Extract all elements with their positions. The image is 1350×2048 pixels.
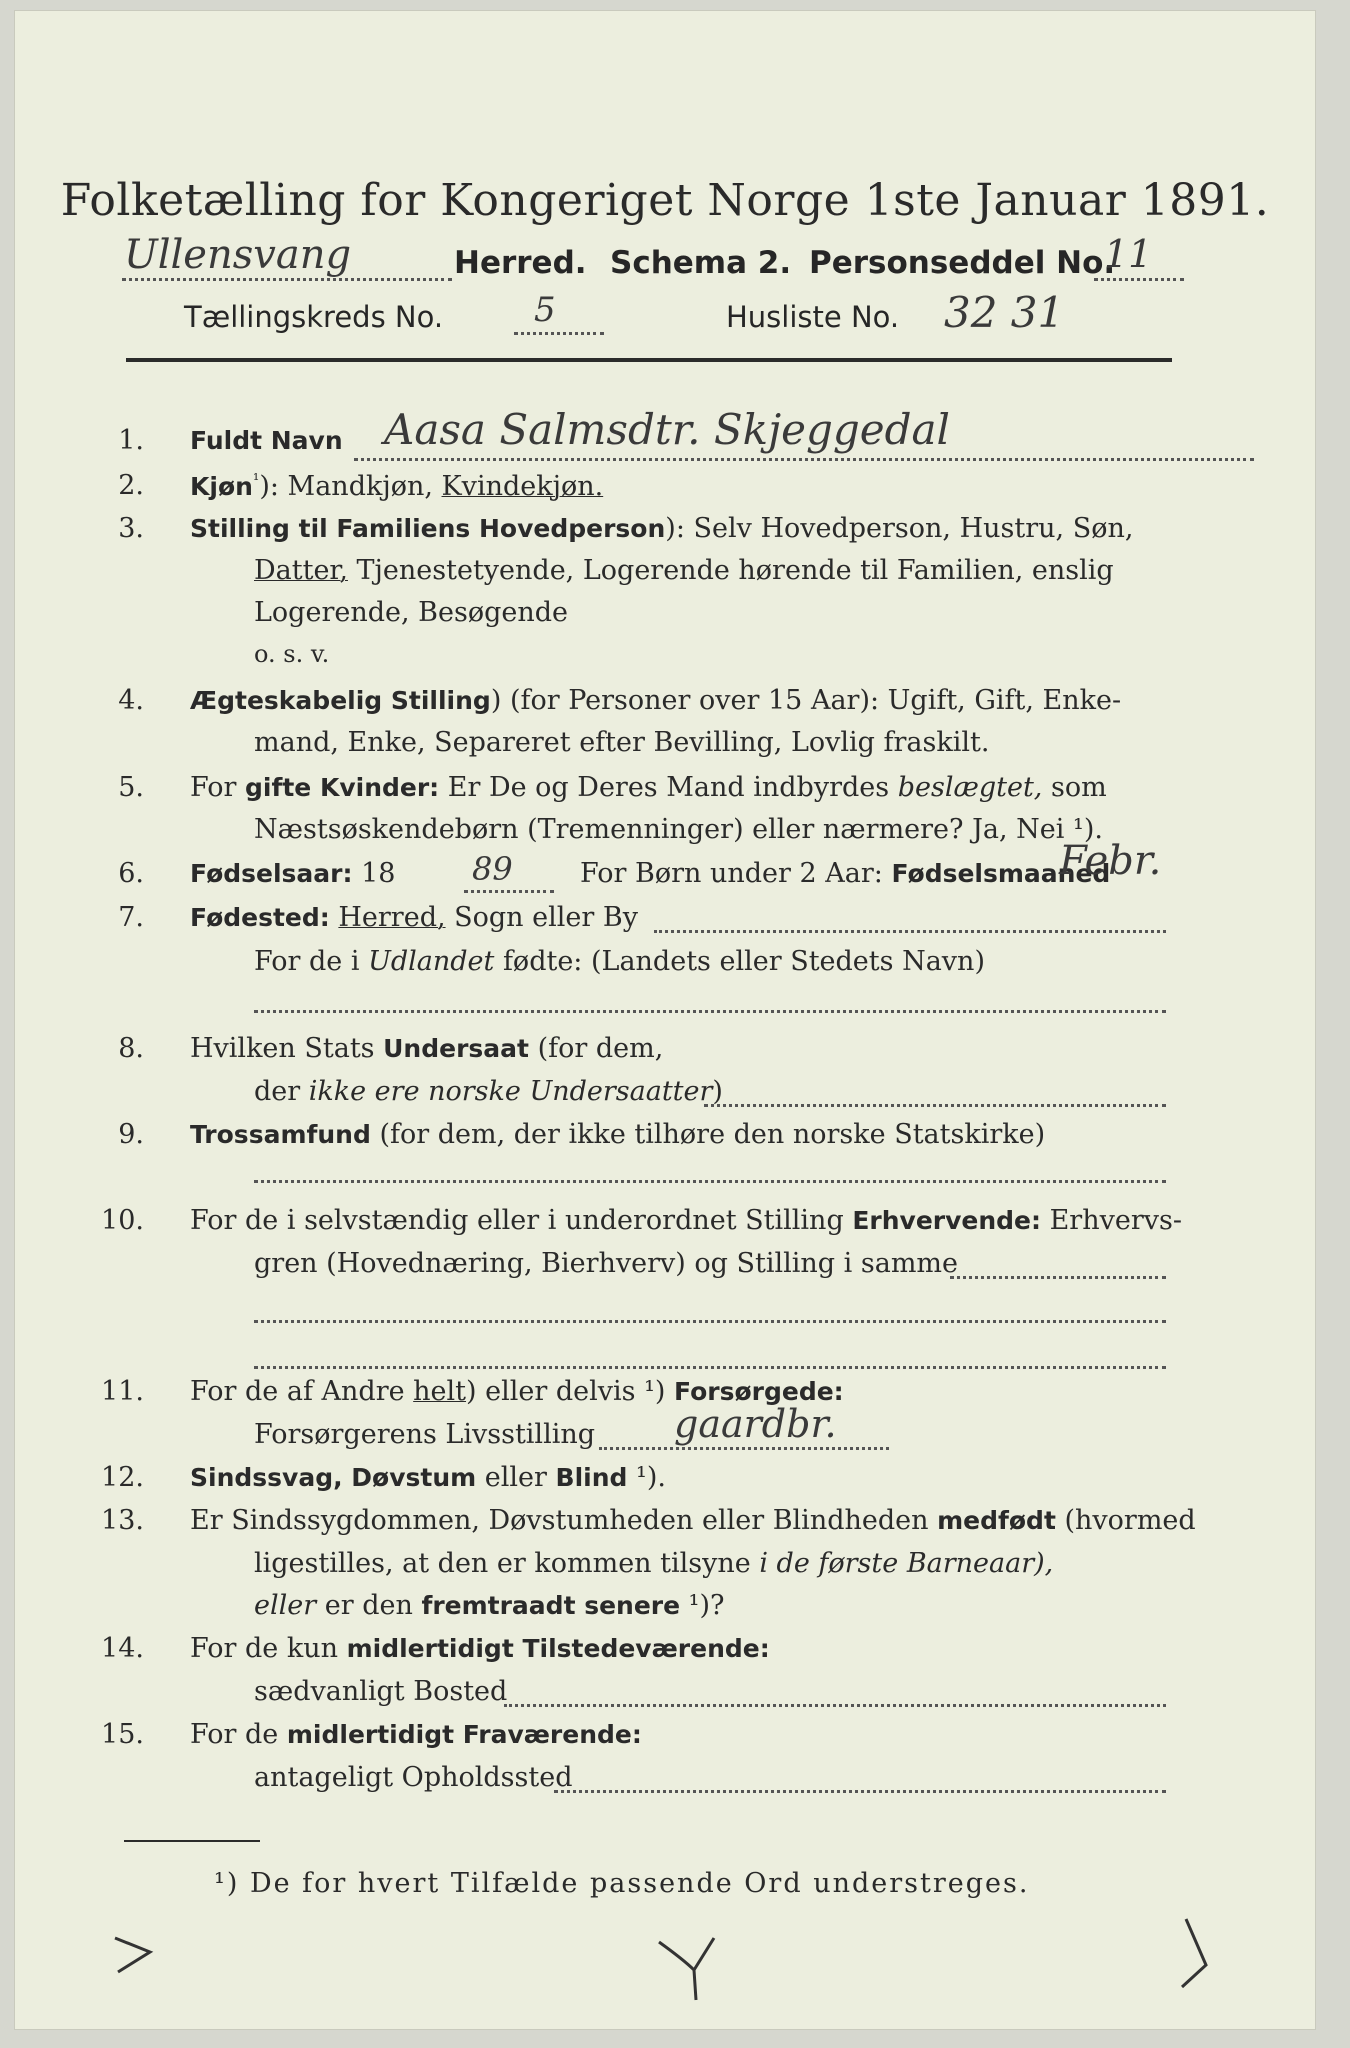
item-2-number: 2. bbox=[118, 470, 144, 501]
herred-handwritten: Ullensvang bbox=[124, 232, 352, 278]
birth-year-value: 89 bbox=[472, 850, 513, 888]
item-10-text-a: For de i selvstændig eller i underordnet Stilling bbox=[190, 1205, 853, 1236]
item-1-number: 1. bbox=[118, 425, 144, 456]
item-9-number: 9. bbox=[118, 1119, 144, 1150]
item-5-label: gifte Kvinder: bbox=[245, 773, 440, 802]
item-14-number: 14. bbox=[101, 1633, 144, 1664]
residence-dotline bbox=[504, 1704, 1166, 1707]
header-rule bbox=[126, 358, 1172, 362]
item-14-line2: sædvanligt Bosted bbox=[254, 1676, 508, 1707]
provider-dotline bbox=[599, 1447, 889, 1450]
item-2-sup: ¹ bbox=[252, 470, 260, 489]
item-13-text-a: Er Sindssygdommen, Døvstumheden eller Blindheden bbox=[190, 1505, 938, 1536]
item-13-line2-a: ligestilles, at den er kommen tilsyne bbox=[254, 1548, 760, 1579]
census-form-page bbox=[14, 10, 1316, 2030]
item-8-number: 8. bbox=[118, 1033, 144, 1064]
item-7-number: 7. bbox=[118, 902, 144, 933]
item-3-number: 3. bbox=[118, 513, 144, 544]
item-2-label: Kjøn bbox=[190, 472, 253, 501]
item-12-label2: Blind bbox=[555, 1463, 628, 1492]
item-5-text-b: som bbox=[1042, 772, 1107, 803]
item-13-line3-b: ¹)? bbox=[680, 1590, 725, 1621]
item-14-text-a: For de kun bbox=[190, 1633, 347, 1664]
item-15-line2: antageligt Opholdssted bbox=[254, 1762, 573, 1793]
item-6-label: Fødselsaar: bbox=[190, 859, 353, 888]
item-12-mid: eller bbox=[476, 1462, 556, 1493]
item-6-label2: Fødselsmaaned bbox=[891, 859, 1111, 888]
personseddel-dotline bbox=[1094, 278, 1184, 281]
item-5-text-a: Er De og Deres Mand indbyrdes bbox=[439, 772, 898, 803]
item-7-line2-a: For de i bbox=[254, 946, 369, 977]
item-11-line2: Forsørgerens Livsstilling bbox=[254, 1419, 596, 1450]
item-12-label: Sindssvag, Døvstum bbox=[190, 1463, 477, 1492]
item-3-datter: Datter, bbox=[254, 555, 348, 586]
item-4-line1: ) (for Personer over 15 Aar): Ugift, Gift, Enke- bbox=[490, 685, 1122, 716]
item-9-text: (for dem, der ikke tilhøre den norske Statskirke) bbox=[370, 1119, 1046, 1150]
item-15-label: midlertidigt Fraværende: bbox=[286, 1720, 642, 1749]
birth-year-prefix: 18 bbox=[361, 858, 396, 889]
item-8-text-a: Hvilken Stats bbox=[190, 1033, 384, 1064]
item-8-label: Undersaat bbox=[383, 1034, 529, 1063]
item-13-text-b: (hvormed bbox=[1055, 1505, 1196, 1536]
item-5-line2: Næstsøskendebørn (Tremenninger) eller nærmere? Ja, Nei ¹). bbox=[254, 814, 1103, 845]
item-3-label: Stilling til Familiens Hovedperson bbox=[190, 514, 666, 543]
item-10-label: Erhvervende: bbox=[852, 1206, 1042, 1235]
item-11-helt: helt bbox=[413, 1376, 467, 1407]
birthplace-dotline bbox=[654, 930, 1166, 933]
personseddel-label: Personseddel No. bbox=[809, 245, 1116, 281]
corner-mark-center bbox=[654, 1930, 734, 2010]
item-8-line2-a: der bbox=[254, 1076, 309, 1107]
item-13-label2: fremtraadt senere bbox=[421, 1591, 681, 1620]
item-11-number: 11. bbox=[101, 1376, 144, 1407]
item-3-line3: Logerende, Besøgende bbox=[254, 597, 568, 628]
name-dotline bbox=[354, 458, 1254, 461]
item-11-label: Forsørgede: bbox=[674, 1377, 844, 1406]
item-13-label: medfødt bbox=[937, 1506, 1056, 1535]
item-4-number: 4. bbox=[118, 685, 144, 716]
item-8-line2-b: ) bbox=[712, 1076, 723, 1107]
item-13-line2-it: i de første Barneaar), bbox=[759, 1548, 1054, 1579]
full-name-value: Aasa Salmsdtr. Skjeggedal bbox=[384, 405, 950, 454]
item-2-text: ): Mandkjøn, bbox=[259, 471, 442, 502]
item-4-line2: mand, Enke, Separeret efter Bevilling, Lovlig fraskilt. bbox=[254, 727, 990, 758]
item-11-text-a: For de af Andre bbox=[190, 1376, 414, 1407]
item-15-number: 15. bbox=[101, 1719, 144, 1750]
item-10-text-b: Erhvervs- bbox=[1041, 1205, 1182, 1236]
provider-occupation-value: gaardbr. bbox=[674, 1402, 837, 1446]
husliste-label: Husliste No. bbox=[726, 300, 900, 334]
item-10-line2: gren (Hovednæring, Bierhverv) og Stilling i samme bbox=[254, 1248, 959, 1279]
item-10-number: 10. bbox=[101, 1205, 144, 1236]
item-8-line2-it: ikke ere norske Undersaatter bbox=[308, 1076, 713, 1107]
foreign-birthplace-dotline bbox=[254, 1010, 1166, 1013]
nationality-dotline bbox=[704, 1104, 1166, 1107]
item-15-text-a: For de bbox=[190, 1719, 287, 1750]
item-12-number: 12. bbox=[101, 1462, 144, 1493]
herred-dotline bbox=[122, 278, 452, 281]
occupation-dotline-2 bbox=[254, 1320, 1166, 1323]
occupation-dotline-1 bbox=[950, 1276, 1166, 1279]
kreds-label: Tællingskreds No. bbox=[184, 300, 444, 334]
birth-month-value: Febr. bbox=[1059, 838, 1162, 884]
item-7-label: Fødested: bbox=[190, 903, 330, 932]
footnote: ¹) De for hvert Tilfælde passende Ord understreges. bbox=[214, 1868, 1030, 1899]
kreds-number: 5 bbox=[534, 290, 556, 330]
item-5-beslaegtet: beslægtet, bbox=[897, 772, 1043, 803]
item-7-text: Sogn eller By bbox=[445, 902, 638, 933]
kreds-dotline bbox=[514, 332, 604, 335]
personseddel-number: 11 bbox=[1104, 232, 1153, 276]
item-13-eller: eller bbox=[254, 1590, 317, 1621]
religion-dotline bbox=[254, 1180, 1166, 1183]
stay-dotline bbox=[554, 1790, 1166, 1793]
item-13-line3-a: er den bbox=[316, 1590, 422, 1621]
item-8-text-b: (for dem, bbox=[528, 1033, 664, 1064]
item-3-line2: Tjenestetyende, Logerende hørende til Familien, enslig bbox=[347, 555, 1114, 586]
item-9-label: Trossamfund bbox=[190, 1120, 371, 1149]
item-4-label: Ægteskabelig Stilling bbox=[190, 686, 491, 715]
item-1-label: Fuldt Navn bbox=[190, 426, 343, 455]
form-title: Folketælling for Kongeriget Norge 1ste Januar 1891. bbox=[60, 175, 1270, 226]
item-6-number: 6. bbox=[118, 858, 144, 889]
occupation-dotline-3 bbox=[254, 1366, 1166, 1369]
item-3-line1: ): Selv Hovedperson, Hustru, Søn, bbox=[665, 513, 1134, 544]
item-7-udlandet: Udlandet bbox=[368, 946, 495, 977]
item-12-rest: ¹). bbox=[627, 1462, 666, 1493]
husliste-number: 32 31 bbox=[944, 288, 1065, 337]
item-7-herred: Herred, bbox=[338, 902, 446, 933]
corner-mark-left bbox=[110, 1930, 170, 1980]
footnote-rule bbox=[124, 1840, 260, 1842]
schema-label: Schema 2. bbox=[610, 245, 792, 281]
item-5-number: 5. bbox=[118, 772, 144, 803]
item-5-pre: For bbox=[190, 772, 246, 803]
item-14-label: midlertidigt Tilstedeværende: bbox=[346, 1634, 770, 1663]
item-13-number: 13. bbox=[101, 1505, 144, 1536]
corner-mark-right bbox=[1174, 1915, 1234, 1995]
item-3-line4: o. s. v. bbox=[254, 640, 330, 668]
item-2-kvindekjon: Kvindekjøn. bbox=[441, 471, 604, 502]
birth-year-dotline bbox=[464, 890, 554, 893]
item-7-line2-b: fødte: (Landets eller Stedets Navn) bbox=[494, 946, 985, 977]
herred-label: Herred. bbox=[454, 245, 587, 281]
item-6-mid: For Børn under 2 Aar: bbox=[580, 858, 892, 889]
item-11-text-b: ) eller delvis ¹) bbox=[466, 1376, 675, 1407]
